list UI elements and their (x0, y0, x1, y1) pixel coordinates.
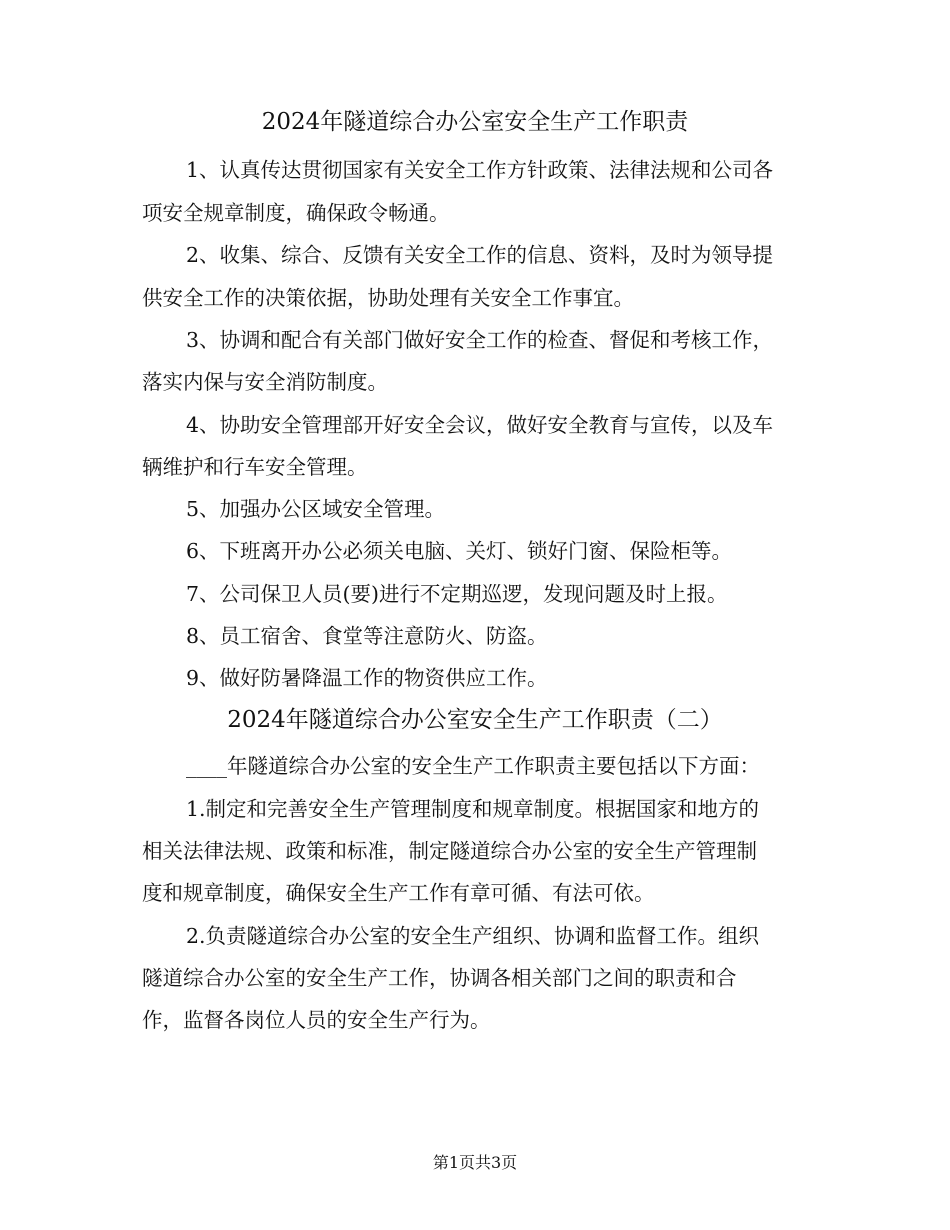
paragraph-line: 辆维护和行车安全管理。 (142, 455, 368, 479)
paragraph-line: 5、加强办公区域安全管理。 (186, 497, 446, 521)
paragraph-line: 项安全规章制度，确保政令畅通。 (142, 201, 450, 225)
document-title: 2024年隧道综合办公室安全生产工作职责 (261, 109, 689, 135)
paragraph-line: 4、协助安全管理部开好安全会议，做好安全教育与宣传，以及车 (186, 413, 774, 437)
paragraph-line: 1、认真传达贯彻国家有关安全工作方针政策、法律法规和公司各 (186, 158, 774, 182)
paragraph-line: 3、协调和配合有关部门做好安全工作的检查、督促和考核工作， (186, 328, 774, 352)
paragraph-line: 2、收集、综合、反馈有关安全工作的信息、资料，及时为领导提 (186, 243, 774, 267)
paragraph-line: 落实内保与安全消防制度。 (142, 370, 388, 394)
paragraph-line: 供安全工作的决策依据，协助处理有关安全工作事宜。 (142, 286, 634, 310)
paragraph-line: 2.负责隧道综合办公室的安全生产组织、协调和监督工作。组织 (186, 924, 760, 948)
paragraph-line: 7、公司保卫人员(要)进行不定期巡逻，发现问题及时上报。 (186, 582, 728, 606)
paragraph-line: 作，监督各岗位人员的安全生产行为。 (142, 1008, 491, 1032)
paragraph-line: 度和规章制度，确保安全生产工作有章可循、有法可依。 (142, 881, 655, 905)
paragraph-line: 6、下班离开办公必须关电脑、关灯、锁好门窗、保险柜等。 (186, 539, 733, 563)
paragraph-line: 隧道综合办公室的安全生产工作，协调各相关部门之间的职责和合 (142, 966, 737, 990)
paragraph-line: 相关法律法规、政策和标准，制定隧道综合办公室的安全生产管理制 (142, 839, 757, 863)
page-number: 第1页共3页 (432, 1153, 518, 1172)
paragraph-line: ____年隧道综合办公室的安全生产工作职责主要包括以下方面： (186, 754, 760, 778)
paragraph-line: 9、做好防暑降温工作的物资供应工作。 (186, 666, 548, 690)
paragraph-line: 8、员工宿舍、食堂等注意防火、防盗。 (186, 624, 548, 648)
section-title: 2024年隧道综合办公室安全生产工作职责（二） (227, 707, 723, 733)
paragraph-line: 1.制定和完善安全生产管理制度和规章制度。根据国家和地方的 (186, 797, 760, 821)
